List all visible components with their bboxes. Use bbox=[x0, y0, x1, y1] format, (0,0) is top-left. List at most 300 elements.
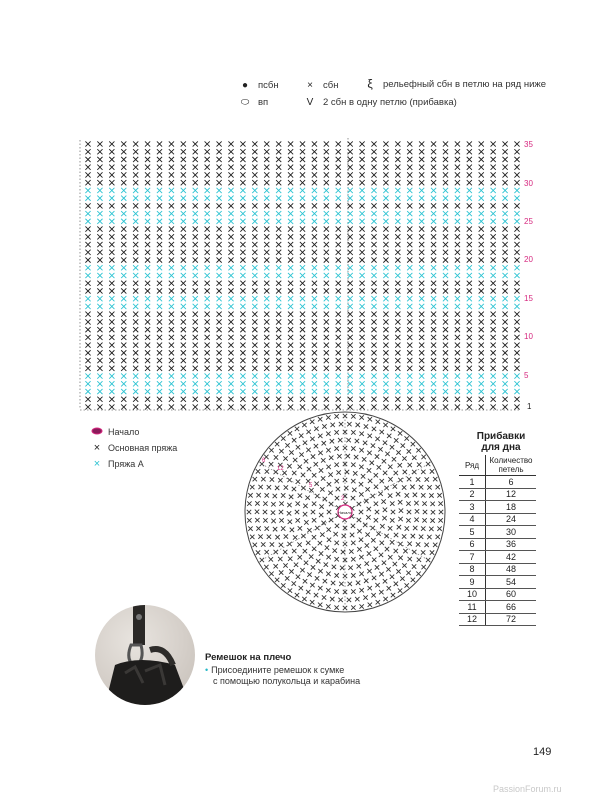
round-stitch bbox=[367, 507, 371, 511]
round-stitch bbox=[388, 526, 392, 530]
main-yarn-stitch bbox=[395, 180, 400, 185]
yarn-a-stitch bbox=[133, 389, 138, 394]
round-stitch bbox=[271, 502, 275, 506]
main-yarn-stitch bbox=[157, 327, 162, 332]
main-yarn-stitch bbox=[514, 165, 519, 170]
main-yarn-stitch bbox=[205, 343, 210, 348]
round-stitch bbox=[402, 456, 406, 460]
main-yarn-stitch bbox=[145, 180, 150, 185]
main-yarn-stitch bbox=[348, 335, 353, 340]
yarn-a-stitch bbox=[240, 389, 245, 394]
round-stitch bbox=[283, 456, 287, 460]
round-stitch bbox=[293, 458, 297, 462]
cross-icon: × bbox=[307, 80, 313, 91]
main-yarn-stitch bbox=[348, 404, 353, 409]
round-stitch bbox=[279, 449, 283, 453]
round-stitch bbox=[383, 441, 387, 445]
yarn-a-stitch bbox=[157, 389, 162, 394]
round-stitch bbox=[372, 427, 376, 431]
main-yarn-stitch bbox=[467, 397, 472, 402]
yarn-a-stitch bbox=[395, 381, 400, 386]
yarn-a-stitch bbox=[181, 273, 186, 278]
round-stitch bbox=[304, 459, 308, 463]
round-stitch bbox=[289, 569, 293, 573]
row-number-cell: 5 bbox=[459, 526, 486, 539]
main-yarn-stitch bbox=[264, 397, 269, 402]
yarn-a-stitch bbox=[348, 211, 353, 216]
yarn-a-stitch bbox=[383, 265, 388, 270]
main-yarn-stitch bbox=[85, 335, 90, 340]
main-yarn-stitch bbox=[216, 358, 221, 363]
main-yarn-stitch bbox=[491, 404, 496, 409]
round-stitch bbox=[334, 605, 338, 609]
round-stitch bbox=[303, 549, 307, 553]
main-yarn-stitch bbox=[336, 404, 341, 409]
main-yarn-stitch bbox=[157, 312, 162, 317]
yarn-a-stitch bbox=[324, 211, 329, 216]
round-stitch bbox=[375, 510, 379, 514]
yarn-a-stitch bbox=[514, 373, 519, 378]
main-yarn-stitch bbox=[443, 203, 448, 208]
main-yarn-stitch bbox=[276, 226, 281, 231]
main-yarn-stitch bbox=[479, 327, 484, 332]
yarn-a-stitch bbox=[359, 273, 364, 278]
yarn-a-stitch bbox=[157, 265, 162, 270]
round-stitch bbox=[346, 438, 350, 442]
main-yarn-stitch bbox=[467, 335, 472, 340]
main-yarn-stitch bbox=[300, 350, 305, 355]
yarn-a-stitch bbox=[336, 273, 341, 278]
round-stitch bbox=[372, 576, 376, 580]
round-stitch bbox=[424, 543, 428, 547]
main-yarn-stitch bbox=[324, 350, 329, 355]
main-yarn-stitch bbox=[205, 242, 210, 247]
main-yarn-stitch bbox=[479, 366, 484, 371]
round-stitch bbox=[423, 510, 427, 514]
main-yarn-stitch bbox=[514, 335, 519, 340]
round-stitch bbox=[339, 582, 343, 586]
main-yarn-stitch bbox=[514, 358, 519, 363]
main-yarn-stitch bbox=[359, 343, 364, 348]
round-stitch bbox=[365, 532, 369, 536]
round-stitch bbox=[305, 496, 309, 500]
legend-yarn-a bbox=[90, 456, 177, 472]
main-yarn-stitch bbox=[491, 172, 496, 177]
main-yarn-stitch bbox=[169, 234, 174, 239]
round-stitch bbox=[330, 439, 334, 443]
main-yarn-stitch bbox=[371, 234, 376, 239]
main-yarn-stitch bbox=[288, 157, 293, 162]
round-stitch bbox=[337, 454, 341, 458]
main-yarn-stitch bbox=[395, 149, 400, 154]
yarn-a-stitch bbox=[109, 211, 114, 216]
main-yarn-stitch bbox=[205, 250, 210, 255]
round-stitch bbox=[298, 493, 302, 497]
main-yarn-stitch bbox=[443, 366, 448, 371]
main-yarn-stitch bbox=[491, 319, 496, 324]
yarn-a-stitch bbox=[300, 304, 305, 309]
main-yarn-stitch bbox=[300, 312, 305, 317]
yarn-a-stitch bbox=[514, 304, 519, 309]
main-yarn-stitch bbox=[193, 141, 198, 146]
main-yarn-stitch bbox=[419, 358, 424, 363]
round-stitch bbox=[350, 533, 354, 537]
main-yarn-stitch bbox=[216, 203, 221, 208]
yarn-a-stitch bbox=[419, 265, 424, 270]
main-yarn-stitch bbox=[85, 234, 90, 239]
main-yarn-stitch bbox=[479, 397, 484, 402]
main-yarn-stitch bbox=[121, 141, 126, 146]
round-stitch bbox=[318, 417, 322, 421]
yarn-a-stitch bbox=[97, 211, 102, 216]
yarn-a-stitch bbox=[264, 265, 269, 270]
main-yarn-stitch bbox=[383, 319, 388, 324]
yarn-a-stitch bbox=[324, 265, 329, 270]
round-stitch bbox=[413, 493, 417, 497]
round-stitch bbox=[319, 468, 323, 472]
yarn-a-stitch bbox=[324, 273, 329, 278]
round-stitch bbox=[326, 572, 330, 576]
round-stitch bbox=[416, 542, 420, 546]
yarn-a-stitch bbox=[431, 188, 436, 193]
main-yarn-stitch bbox=[467, 250, 472, 255]
main-yarn-stitch bbox=[324, 226, 329, 231]
round-stitch bbox=[388, 555, 392, 559]
round-stitch bbox=[255, 518, 259, 522]
main-yarn-stitch bbox=[359, 165, 364, 170]
yarn-a-stitch bbox=[502, 196, 507, 201]
round-stitch bbox=[359, 510, 363, 514]
round-stitch bbox=[306, 430, 310, 434]
yarn-a-stitch bbox=[252, 296, 257, 301]
main-yarn-stitch bbox=[514, 172, 519, 177]
main-yarn-stitch bbox=[252, 281, 257, 286]
yarn-a-stitch bbox=[145, 381, 150, 386]
round-stitch bbox=[274, 455, 278, 459]
yarn-a-stitch bbox=[336, 304, 341, 309]
main-yarn-stitch bbox=[455, 242, 460, 247]
main-yarn-stitch bbox=[336, 242, 341, 247]
round-stitch bbox=[351, 463, 355, 467]
row-number-15: 15 bbox=[524, 294, 533, 303]
round-stitch bbox=[438, 501, 442, 505]
main-yarn-stitch bbox=[419, 180, 424, 185]
main-yarn-stitch bbox=[181, 312, 186, 317]
yarn-a-stitch bbox=[133, 373, 138, 378]
main-yarn-stitch bbox=[252, 141, 257, 146]
yarn-a-stitch bbox=[193, 211, 198, 216]
round-stitch bbox=[336, 487, 340, 491]
main-yarn-stitch bbox=[264, 343, 269, 348]
yarn-a-stitch bbox=[157, 219, 162, 224]
round-stitch bbox=[271, 519, 275, 523]
main-yarn-stitch bbox=[371, 319, 376, 324]
yarn-a-stitch bbox=[467, 296, 472, 301]
main-yarn-stitch bbox=[514, 180, 519, 185]
main-yarn-stitch bbox=[443, 343, 448, 348]
round-stitch bbox=[431, 510, 435, 514]
main-yarn-stitch bbox=[216, 141, 221, 146]
row-number-5: 5 bbox=[524, 371, 529, 380]
main-yarn-stitch bbox=[181, 165, 186, 170]
main-yarn-stitch bbox=[479, 358, 484, 363]
main-yarn-stitch bbox=[395, 350, 400, 355]
main-yarn-stitch bbox=[336, 397, 341, 402]
main-yarn-stitch bbox=[288, 226, 293, 231]
yarn-a-stitch bbox=[97, 373, 102, 378]
main-yarn-stitch bbox=[205, 149, 210, 154]
yarn-a-stitch bbox=[312, 296, 317, 301]
main-yarn-stitch bbox=[431, 350, 436, 355]
main-yarn-stitch bbox=[383, 335, 388, 340]
main-yarn-stitch bbox=[228, 358, 233, 363]
main-yarn-stitch bbox=[371, 358, 376, 363]
round-stitch bbox=[351, 414, 355, 418]
round-stitch bbox=[298, 526, 302, 530]
main-yarn-stitch bbox=[502, 165, 507, 170]
main-yarn-stitch bbox=[157, 172, 162, 177]
main-yarn-stitch bbox=[205, 226, 210, 231]
yarn-a-stitch bbox=[359, 296, 364, 301]
yarn-a-stitch bbox=[240, 381, 245, 386]
main-yarn-stitch bbox=[121, 226, 126, 231]
main-yarn-stitch bbox=[514, 343, 519, 348]
main-yarn-stitch bbox=[181, 366, 186, 371]
round-stitch bbox=[311, 510, 315, 514]
yarn-a-stitch bbox=[288, 381, 293, 386]
main-yarn-stitch bbox=[455, 288, 460, 293]
round-stitch bbox=[351, 589, 355, 593]
main-yarn-stitch bbox=[193, 288, 198, 293]
main-yarn-stitch bbox=[502, 366, 507, 371]
main-yarn-stitch bbox=[300, 203, 305, 208]
main-yarn-stitch bbox=[312, 250, 317, 255]
yarn-a-stitch bbox=[193, 381, 198, 386]
round-stitch bbox=[364, 424, 368, 428]
main-yarn-stitch bbox=[264, 172, 269, 177]
main-yarn-stitch bbox=[312, 203, 317, 208]
yarn-a-stitch bbox=[491, 273, 496, 278]
yarn-a-stitch bbox=[371, 304, 376, 309]
legend-psbn-label: псбн bbox=[258, 80, 279, 91]
yarn-a-stitch bbox=[455, 219, 460, 224]
yarn-a-stitch bbox=[181, 373, 186, 378]
table-row bbox=[459, 601, 536, 614]
yarn-a-stitch bbox=[514, 381, 519, 386]
main-yarn-stitch bbox=[514, 242, 519, 247]
round-stitch bbox=[365, 487, 369, 491]
yarn-a-stitch bbox=[419, 211, 424, 216]
main-yarn-stitch bbox=[407, 250, 412, 255]
round-stitch bbox=[367, 451, 371, 455]
round-stitch bbox=[371, 538, 375, 542]
main-yarn-stitch bbox=[359, 141, 364, 146]
round-stitch bbox=[292, 487, 296, 491]
yarn-a-stitch bbox=[395, 196, 400, 201]
main-yarn-stitch bbox=[514, 226, 519, 231]
round-stitch bbox=[323, 579, 327, 583]
yarn-a-stitch bbox=[85, 373, 90, 378]
main-yarn-stitch bbox=[97, 397, 102, 402]
main-yarn-stitch bbox=[145, 327, 150, 332]
main-yarn-stitch bbox=[276, 343, 281, 348]
yarn-a-stitch bbox=[467, 265, 472, 270]
round-stitch bbox=[359, 482, 363, 486]
round-stitch bbox=[264, 565, 268, 569]
main-yarn-stitch bbox=[502, 288, 507, 293]
yarn-a-stitch bbox=[121, 196, 126, 201]
round-stitch bbox=[368, 586, 372, 590]
main-yarn-stitch bbox=[109, 157, 114, 162]
round-stitch bbox=[283, 563, 287, 567]
yarn-a-stitch bbox=[97, 389, 102, 394]
table-row bbox=[459, 526, 536, 539]
main-yarn-stitch bbox=[395, 319, 400, 324]
main-yarn-stitch bbox=[85, 250, 90, 255]
main-yarn-stitch bbox=[121, 157, 126, 162]
main-yarn-stitch bbox=[169, 288, 174, 293]
main-yarn-stitch bbox=[205, 157, 210, 162]
round-stitch bbox=[312, 535, 316, 539]
main-yarn-stitch bbox=[276, 327, 281, 332]
yarn-a-stitch bbox=[169, 273, 174, 278]
main-yarn-stitch bbox=[276, 281, 281, 286]
round-stitch bbox=[287, 464, 291, 468]
main-yarn-stitch bbox=[240, 157, 245, 162]
main-yarn-stitch bbox=[407, 149, 412, 154]
yarn-a-stitch bbox=[455, 373, 460, 378]
main-yarn-stitch bbox=[252, 397, 257, 402]
yarn-a-stitch bbox=[514, 389, 519, 394]
main-yarn-stitch bbox=[324, 327, 329, 332]
yarn-a-stitch bbox=[348, 296, 353, 301]
yarn-a-stitch bbox=[157, 381, 162, 386]
yarn-a-stitch bbox=[395, 296, 400, 301]
round-stitch bbox=[279, 510, 283, 514]
table-row bbox=[459, 563, 536, 576]
yarn-a-stitch bbox=[514, 296, 519, 301]
round-row-label: 5 bbox=[309, 483, 313, 489]
main-yarn-stitch bbox=[479, 165, 484, 170]
yarn-a-stitch bbox=[252, 381, 257, 386]
main-yarn-stitch bbox=[371, 312, 376, 317]
round-stitch bbox=[258, 534, 262, 538]
round-stitch bbox=[331, 581, 335, 585]
round-stitch bbox=[388, 493, 392, 497]
round-stitch bbox=[312, 518, 316, 522]
yarn-a-stitch bbox=[133, 188, 138, 193]
round-stitch bbox=[380, 541, 384, 545]
yarn-a-stitch bbox=[85, 296, 90, 301]
yarn-a-stitch bbox=[121, 273, 126, 278]
main-yarn-stitch bbox=[109, 366, 114, 371]
yarn-a-stitch bbox=[264, 373, 269, 378]
main-yarn-stitch bbox=[288, 335, 293, 340]
round-stitch bbox=[359, 415, 363, 419]
main-yarn-stitch bbox=[419, 257, 424, 262]
yarn-a-stitch bbox=[264, 273, 269, 278]
yarn-a-stitch bbox=[324, 188, 329, 193]
main-yarn-stitch bbox=[169, 172, 174, 177]
main-yarn-stitch bbox=[324, 358, 329, 363]
main-yarn-stitch bbox=[133, 281, 138, 286]
main-yarn-stitch bbox=[348, 250, 353, 255]
main-yarn-stitch bbox=[359, 319, 364, 324]
yarn-a-stitch bbox=[336, 188, 341, 193]
main-yarn-stitch bbox=[264, 250, 269, 255]
yarn-a-stitch bbox=[276, 296, 281, 301]
main-yarn-stitch bbox=[240, 319, 245, 324]
round-stitch bbox=[247, 501, 251, 505]
round-stitch bbox=[422, 501, 426, 505]
round-stitch bbox=[295, 427, 299, 431]
main-yarn-stitch bbox=[264, 335, 269, 340]
round-stitch bbox=[405, 526, 409, 530]
round-stitch bbox=[402, 563, 406, 567]
main-yarn-stitch bbox=[431, 257, 436, 262]
main-yarn-stitch bbox=[145, 257, 150, 262]
main-yarn-stitch bbox=[288, 234, 293, 239]
main-yarn-stitch bbox=[133, 404, 138, 409]
yarn-a-stitch bbox=[121, 304, 126, 309]
yarn-a-stitch bbox=[371, 373, 376, 378]
main-yarn-stitch bbox=[443, 257, 448, 262]
main-yarn-stitch bbox=[336, 180, 341, 185]
yarn-a-stitch bbox=[276, 381, 281, 386]
yarn-a-stitch bbox=[383, 389, 388, 394]
main-yarn-stitch bbox=[121, 288, 126, 293]
main-yarn-stitch bbox=[300, 180, 305, 185]
main-yarn-stitch bbox=[193, 242, 198, 247]
main-yarn-stitch bbox=[145, 281, 150, 286]
main-yarn-stitch bbox=[348, 288, 353, 293]
main-yarn-stitch bbox=[300, 404, 305, 409]
round-stitch bbox=[279, 501, 283, 505]
round-stitch bbox=[361, 474, 365, 478]
main-yarn-stitch bbox=[383, 312, 388, 317]
yarn-a-stitch bbox=[288, 196, 293, 201]
round-stitch bbox=[439, 510, 443, 514]
yarn-a-stitch bbox=[467, 373, 472, 378]
round-stitch bbox=[390, 445, 394, 449]
main-yarn-stitch bbox=[252, 343, 257, 348]
main-yarn-stitch bbox=[431, 327, 436, 332]
yarn-a-stitch bbox=[383, 296, 388, 301]
yarn-a-stitch bbox=[252, 188, 257, 193]
main-yarn-stitch bbox=[502, 281, 507, 286]
main-yarn-stitch bbox=[359, 203, 364, 208]
main-yarn-stitch bbox=[288, 327, 293, 332]
main-yarn-stitch bbox=[121, 172, 126, 177]
main-yarn-stitch bbox=[491, 358, 496, 363]
round-stitch bbox=[398, 556, 402, 560]
yarn-a-stitch bbox=[193, 304, 198, 309]
main-yarn-stitch bbox=[467, 149, 472, 154]
main-yarn-stitch bbox=[240, 149, 245, 154]
yarn-a-stitch bbox=[276, 273, 281, 278]
yarn-a-stitch bbox=[336, 265, 341, 270]
round-stitch bbox=[394, 582, 398, 586]
round-stitch bbox=[258, 485, 262, 489]
yarn-a-stitch bbox=[324, 373, 329, 378]
table-row bbox=[459, 488, 536, 501]
main-yarn-stitch bbox=[455, 180, 460, 185]
main-yarn-stitch bbox=[419, 234, 424, 239]
main-yarn-stitch bbox=[502, 312, 507, 317]
main-yarn-stitch bbox=[181, 327, 186, 332]
main-yarn-stitch bbox=[121, 180, 126, 185]
yarn-a-stitch bbox=[240, 296, 245, 301]
